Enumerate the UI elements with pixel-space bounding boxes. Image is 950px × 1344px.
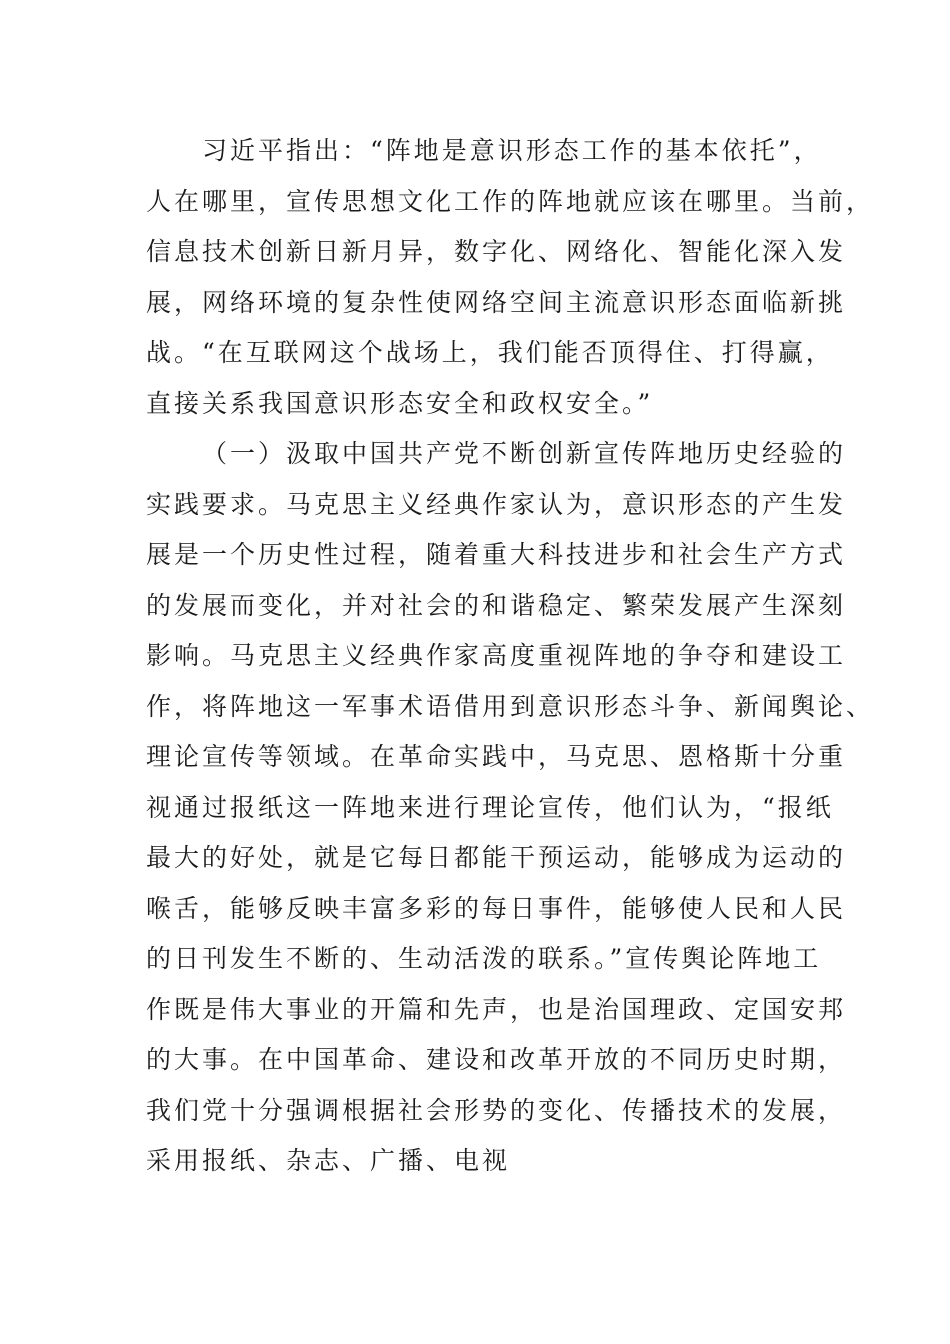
paragraph-2-line-5: 影响。马克思主义经典作家高度重视阵地的争夺和建设工 [146,641,847,670]
paragraph-2-line-11: 的日刊发生不断的、生动活泼的联系。”宣传舆论阵地工 [146,944,822,973]
paragraph-2-line-7: 理论宣传等领域。在革命实践中，马克思、恩格斯十分重 [146,742,847,771]
paragraph-2-line-4: 的发展而变化，并对社会的和谐稳定、繁荣发展产生深刻 [146,590,847,620]
paragraph-2-line-2: 实践要求。马克思主义经典作家认为，意识形态的产生发 [146,489,847,519]
paragraph-1-line-1: 习近平指出：“阵地是意识形态工作的基本依托”， [202,136,822,165]
paragraph-2-line-3: 展是一个历史性过程，随着重大科技进步和社会生产方式 [146,540,847,569]
paragraph-1-line-6: 直接关系我国意识形态安全和政权安全。” [146,388,654,418]
paragraph-1-line-2: 人在哪里，宣传思想文化工作的阵地就应该在哪里。当前， [146,186,875,216]
paragraph-2-line-8: 视通过报纸这一阵地来进行理论宣传，他们认为，“报纸 [146,792,834,822]
paragraph-2-line-10: 喉舌，能够反映丰富多彩的每日事件，能够使人民和人民 [146,893,847,923]
paragraph-2-line-6: 作，将阵地这一军事术语借用到意识形态斗争、新闻舆论、 [146,691,875,721]
paragraph-2-line-14: 我们党十分强调根据社会形势的变化、传播技术的发展， [146,1095,847,1125]
paragraph-2-line-15: 采用报纸、杂志、广播、电视 [146,1146,511,1175]
paragraph-2-line-13: 的大事。在中国革命、建设和改革开放的不同历史时期， [146,1045,847,1074]
paragraph-2-line-9: 最大的好处，就是它每日都能干预运动，能够成为运动的 [146,843,847,872]
body-text [146,126,875,1187]
paragraph-1-line-5: 战。“在互联网这个战场上，我们能否顶得住、打得赢， [146,338,834,367]
paragraph-1-line-4: 展，网络环境的复杂性使网络空间主流意识形态面临新挑 [146,287,847,317]
paragraph-2-line-1: （一）汲取中国共产党不断创新宣传阵地历史经验的 [202,439,847,468]
paragraph-1-line-3: 信息技术创新日新月异，数字化、网络化、智能化深入发 [146,237,847,266]
paragraph-2-line-12: 作既是伟大事业的开篇和先声，也是治国理政、定国安邦 [146,994,847,1024]
